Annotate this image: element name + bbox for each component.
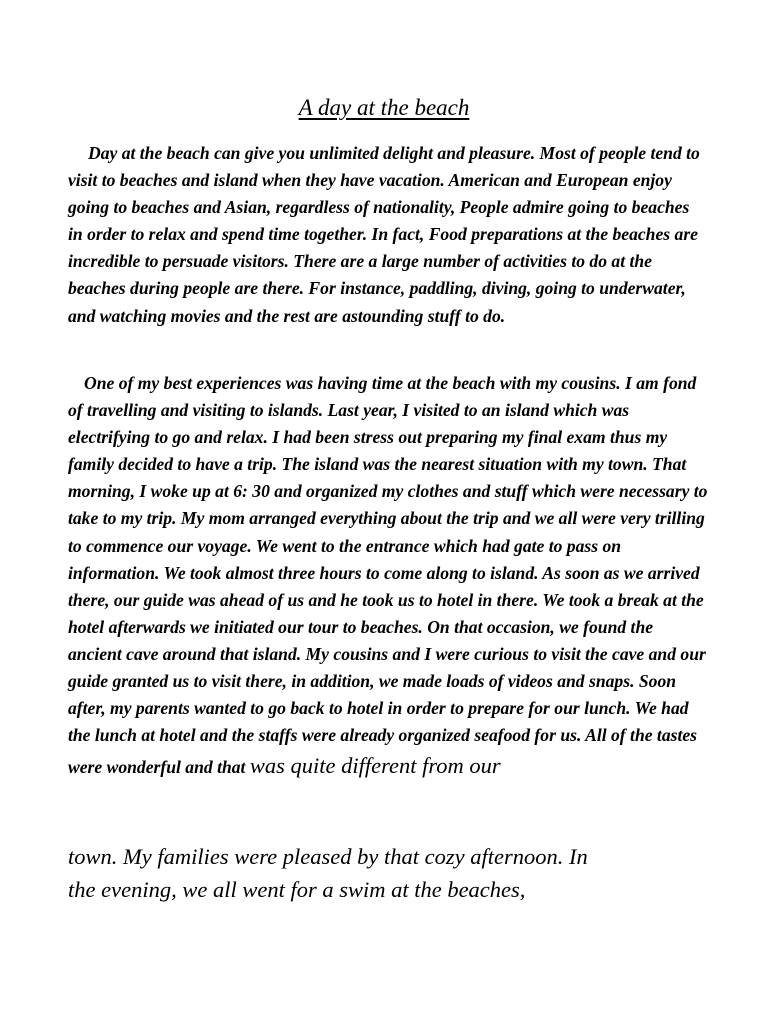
paragraph-experience-text: One of my best experiences was having time at the beach with my cousins. I am fond of travelling and visiting to islands. Last year, I visited to an island which was electrifying to go and relax. I had been stress out preparing my final exam thus my family decided to have a trip. The island was the nearest situation with my town. That morning, I woke up at 6: 30 and organized my clothes and stuff which were necessary to take to my trip. My mom arranged everything about the trip and we all were very trilling to commence our voyage. We went to the entrance which had gate to pass on information. We took almost three hours to come along to island. As soon as we arrived there, our guide was ahead of us and he took us to hotel in there. We took a break at the hotel afterwards we initiated our tour to beaches. On that occasion, we found the ancient cave around that island. My cousins and I were curious to visit the cave and our guide granted us to visit there, in addition, we made loads of videos and snaps. Soon after, my parents wanted to go back to hotel in order to prepare for our lunch. We had the lunch at hotel and the staffs were already organized seafood for us. All of the tastes were wonderful and that (68, 373, 708, 778)
paragraph-experience-large-text: was quite different from our (249, 753, 501, 779)
document-title: A day at the beach (298, 95, 470, 120)
paragraph-experience (68, 370, 708, 782)
paragraph-experience-line-large-2: the evening, we all went for a swim at the beaches, (68, 877, 526, 902)
paragraph-experience-line-large-1: town. My families were pleased by that cozy afternoon. In (68, 844, 588, 869)
paragraph-intro: Day at the beach can give you unlimited delight and pleasure. Most of people tend to visit to beaches and island when they have vacation. American and European enjoy going to beaches and Asian, regardless of nationality, People admire going to beaches in order to relax and spend time together. In fact, Food preparations at the beaches are incredible to persuade visitors. There are a large number of activities to do at the beaches during people are there. For instance, paddling, diving, going to underwater, and watching movies and the rest are astounding stuff to do. (68, 143, 700, 326)
